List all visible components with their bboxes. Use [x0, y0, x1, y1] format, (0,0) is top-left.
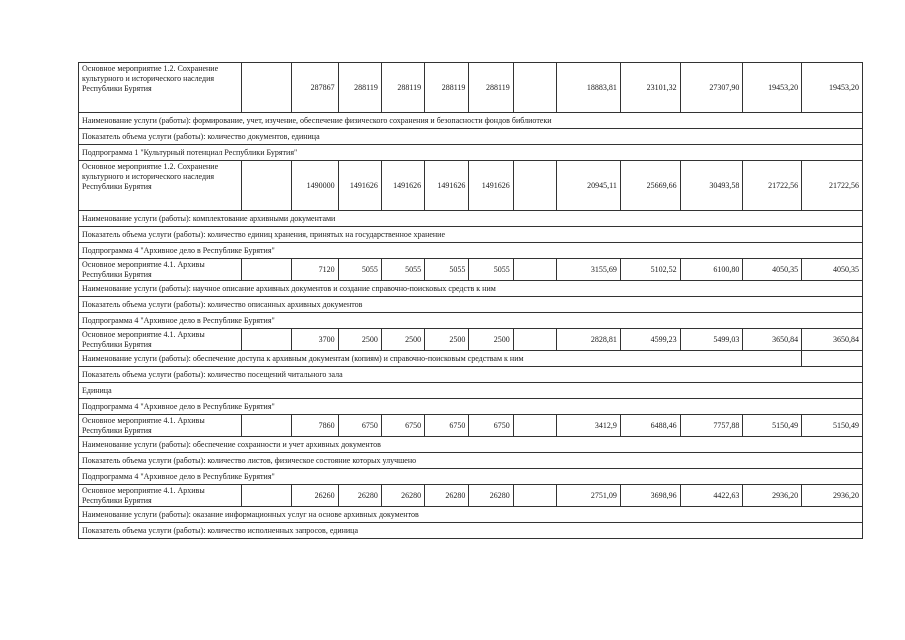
description-cell: Единица — [79, 383, 863, 399]
description-row — [79, 243, 863, 259]
value-cell: 2936,20 — [802, 485, 863, 507]
value-cell: 3698,96 — [620, 485, 680, 507]
description-cell: Показатель объема услуги (работы): количество описанных архивных документов — [79, 297, 863, 313]
program-row — [79, 329, 863, 351]
description-cell: Показатель объема услуги (работы): количество исполненных запросов, единица — [79, 523, 863, 539]
value-cell: 26280 — [469, 485, 513, 507]
description-row — [79, 145, 863, 161]
value-cell: 2500 — [381, 329, 424, 351]
value-cell: 21722,56 — [802, 161, 863, 211]
budget-table-sheet — [78, 62, 863, 539]
value-cell: 3650,84 — [802, 329, 863, 351]
description-cell: Показатель объема услуги (работы): количество единиц хранения, принятых на государственное хранение — [79, 227, 863, 243]
value-cell: 3700 — [292, 329, 338, 351]
description-row — [79, 281, 863, 297]
value-cell: 6488,46 — [620, 415, 680, 437]
empty-cell — [241, 485, 291, 507]
program-name-cell: Основное мероприятие 1.2. Сохранение культурного и исторического наследия Республики Бурятия — [79, 63, 242, 113]
description-cell: Наименование услуги (работы): формирование, учет, изучение, обеспечение физического сохранения и безопасности фондов библиотеки — [79, 113, 863, 129]
value-cell: 2500 — [469, 329, 513, 351]
program-name-cell: Основное мероприятие 4.1. Архивы Республики Бурятия — [79, 415, 242, 437]
value-cell: 2936,20 — [743, 485, 802, 507]
value-cell: 5150,49 — [802, 415, 863, 437]
description-row — [79, 469, 863, 485]
value-cell: 2500 — [338, 329, 381, 351]
value-cell: 2751,09 — [556, 485, 620, 507]
description-cell: Подпрограмма 4 "Архивное дело в Республике Бурятия" — [79, 313, 863, 329]
value-cell: 26260 — [292, 485, 338, 507]
description-row — [79, 297, 863, 313]
value-cell: 5499,03 — [680, 329, 743, 351]
value-cell: 19453,20 — [802, 63, 863, 113]
value-cell — [513, 63, 556, 113]
description-cell: Наименование услуги (работы): обеспечение доступа к архивным документам (копиям) и справочно-поисковым средствам к ним — [79, 351, 802, 367]
description-row — [79, 351, 863, 367]
empty-cell — [802, 351, 863, 367]
value-cell — [513, 161, 556, 211]
table-body — [79, 63, 863, 539]
value-cell — [513, 329, 556, 351]
value-cell: 287867 — [292, 63, 338, 113]
value-cell: 30493,58 — [680, 161, 743, 211]
value-cell: 288119 — [338, 63, 381, 113]
description-row — [79, 313, 863, 329]
description-row — [79, 453, 863, 469]
value-cell: 4599,23 — [620, 329, 680, 351]
program-row — [79, 63, 863, 113]
description-cell: Показатель объема услуги (работы): количество посещений читального зала — [79, 367, 863, 383]
empty-cell — [241, 63, 291, 113]
description-row — [79, 507, 863, 523]
value-cell: 21722,56 — [743, 161, 802, 211]
value-cell: 288119 — [469, 63, 513, 113]
value-cell: 4050,35 — [743, 259, 802, 281]
value-cell: 288119 — [425, 63, 469, 113]
value-cell: 25669,66 — [620, 161, 680, 211]
description-row — [79, 383, 863, 399]
value-cell: 27307,90 — [680, 63, 743, 113]
value-cell: 4422,63 — [680, 485, 743, 507]
description-row — [79, 129, 863, 145]
value-cell: 23101,32 — [620, 63, 680, 113]
description-cell: Подпрограмма 1 "Культурный потенциал Республики Бурятия" — [79, 145, 863, 161]
description-cell: Наименование услуги (работы): научное описание архивных документов и создание справочно-поисковых средств к ним — [79, 281, 863, 297]
description-cell: Показатель объема услуги (работы): количество документов, единица — [79, 129, 863, 145]
budget-table — [78, 62, 863, 539]
value-cell: 2828,81 — [556, 329, 620, 351]
program-name-cell: Основное мероприятие 4.1. Архивы Республики Бурятия — [79, 329, 242, 351]
value-cell: 6750 — [469, 415, 513, 437]
description-row — [79, 367, 863, 383]
value-cell: 5150,49 — [743, 415, 802, 437]
value-cell: 18883,81 — [556, 63, 620, 113]
program-row — [79, 485, 863, 507]
description-cell: Наименование услуги (работы): комплектование архивными документами — [79, 211, 863, 227]
value-cell: 1491626 — [381, 161, 424, 211]
value-cell: 6750 — [338, 415, 381, 437]
value-cell: 6750 — [425, 415, 469, 437]
value-cell: 1491626 — [425, 161, 469, 211]
program-name-cell: Основное мероприятие 1.2. Сохранение культурного и исторического наследия Республики Бурятия — [79, 161, 242, 211]
description-cell: Наименование услуги (работы): оказание информационных услуг на основе архивных документов — [79, 507, 863, 523]
description-row — [79, 211, 863, 227]
description-row — [79, 113, 863, 129]
description-row — [79, 399, 863, 415]
value-cell: 26280 — [425, 485, 469, 507]
description-row — [79, 523, 863, 539]
value-cell: 3650,84 — [743, 329, 802, 351]
description-cell: Подпрограмма 4 "Архивное дело в Республике Бурятия" — [79, 243, 863, 259]
value-cell: 7757,88 — [680, 415, 743, 437]
value-cell: 7120 — [292, 259, 338, 281]
description-cell: Подпрограмма 4 "Архивное дело в Республике Бурятия" — [79, 469, 863, 485]
value-cell: 5102,52 — [620, 259, 680, 281]
value-cell: 20945,11 — [556, 161, 620, 211]
value-cell — [513, 415, 556, 437]
empty-cell — [241, 259, 291, 281]
program-row — [79, 161, 863, 211]
value-cell: 5055 — [338, 259, 381, 281]
description-row — [79, 227, 863, 243]
value-cell: 288119 — [381, 63, 424, 113]
value-cell: 26280 — [338, 485, 381, 507]
value-cell: 6750 — [381, 415, 424, 437]
description-cell: Подпрограмма 4 "Архивное дело в Республике Бурятия" — [79, 399, 863, 415]
value-cell: 1491626 — [469, 161, 513, 211]
value-cell: 1491626 — [338, 161, 381, 211]
value-cell — [513, 485, 556, 507]
empty-cell — [241, 415, 291, 437]
description-cell: Показатель объема услуги (работы): количество листов, физическое состояние которых улучшено — [79, 453, 863, 469]
value-cell: 5055 — [425, 259, 469, 281]
description-row — [79, 437, 863, 453]
value-cell: 5055 — [469, 259, 513, 281]
value-cell: 1490000 — [292, 161, 338, 211]
value-cell: 19453,20 — [743, 63, 802, 113]
value-cell: 3155,69 — [556, 259, 620, 281]
value-cell: 6100,80 — [680, 259, 743, 281]
description-cell: Наименование услуги (работы): обеспечение сохранности и учет архивных документов — [79, 437, 863, 453]
value-cell: 2500 — [425, 329, 469, 351]
value-cell: 4050,35 — [802, 259, 863, 281]
value-cell: 7860 — [292, 415, 338, 437]
empty-cell — [241, 161, 291, 211]
value-cell: 5055 — [381, 259, 424, 281]
program-name-cell: Основное мероприятие 4.1. Архивы Республики Бурятия — [79, 485, 242, 507]
program-row — [79, 415, 863, 437]
value-cell — [513, 259, 556, 281]
program-row — [79, 259, 863, 281]
empty-cell — [241, 329, 291, 351]
value-cell: 26280 — [381, 485, 424, 507]
value-cell: 3412,9 — [556, 415, 620, 437]
program-name-cell: Основное мероприятие 4.1. Архивы Республики Бурятия — [79, 259, 242, 281]
